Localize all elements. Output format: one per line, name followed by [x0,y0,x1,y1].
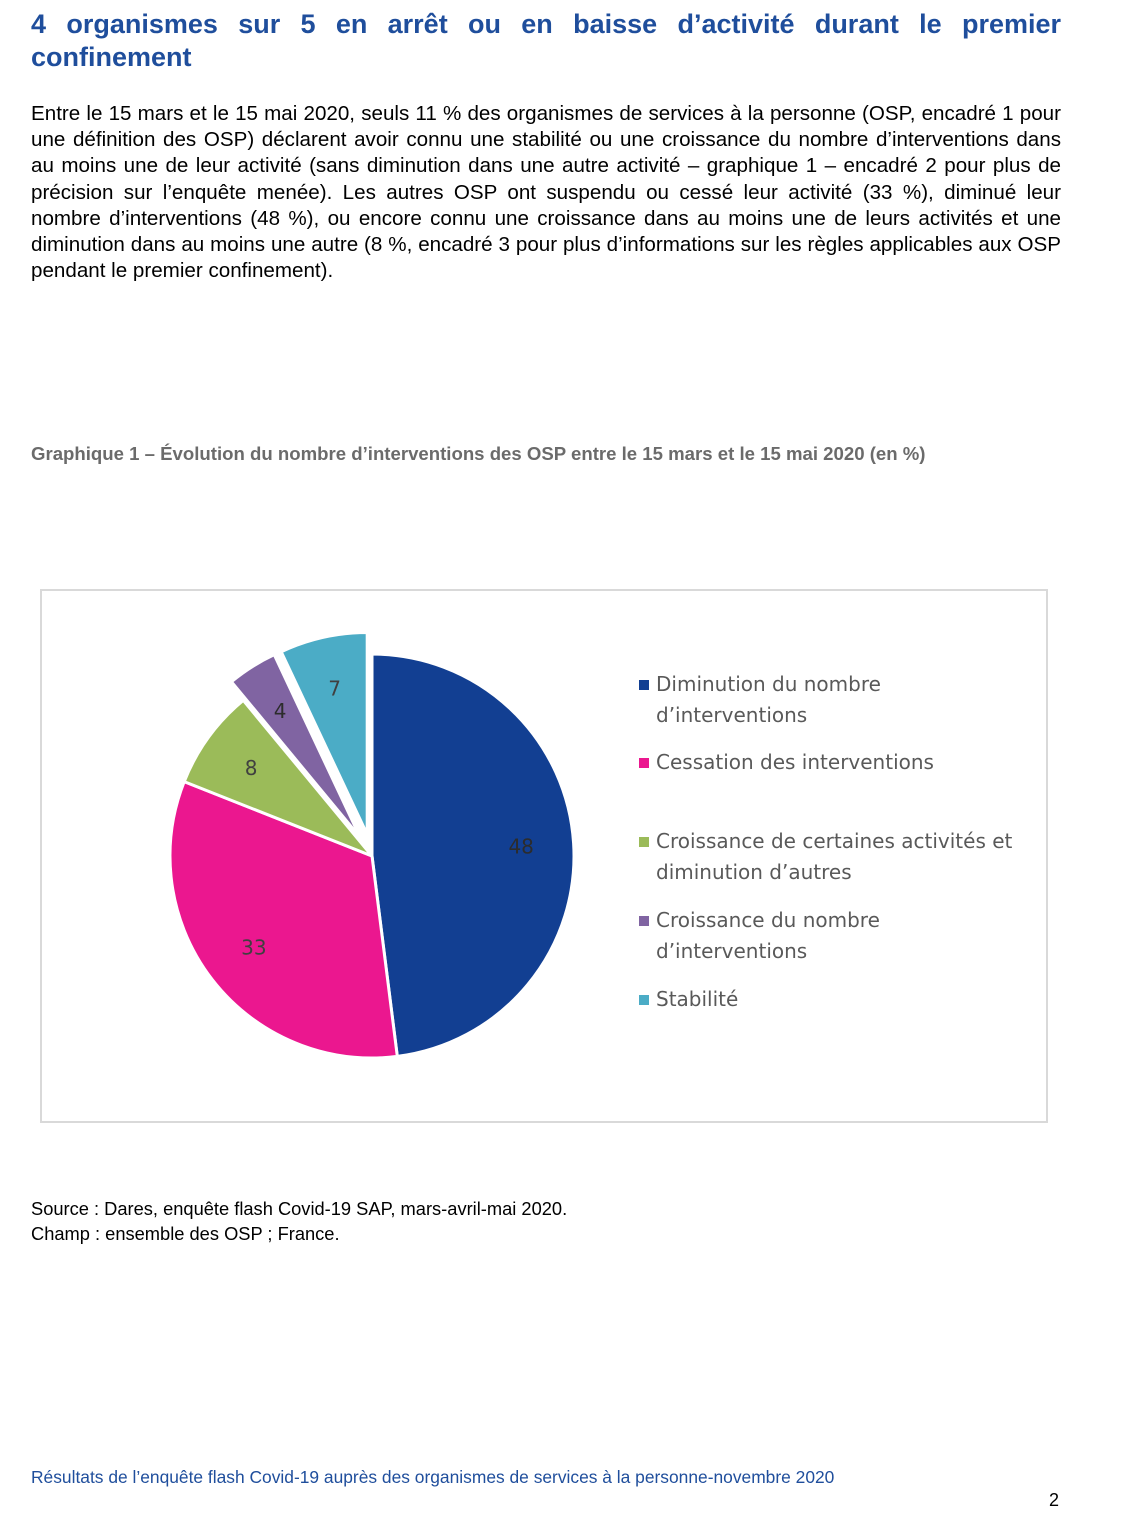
intro-paragraph: Entre le 15 mars et le 15 mai 2020, seuls 11 % des organismes de services à la personne (OSP, encadré 1 pour une définition des OSP) déclarent avoir connu une stabilité ou une croissance du nombre d’interventions dans au moins une de leur activité (sans diminution dans une autre activité – graphique 1 – encadré 2 pour plus de précision sur l’enquête menée). Les autres OSP ont suspendu ou cessé leur activité (33 %), diminué leur nombre d’interventions (48 %), ou encore connu une croissance dans au moins une de leurs activités et une diminution dans au moins une autre (8 %, encadré 3 pour plus d’informations sur les règles applicables aux OSP pendant le premier confinement). [31,102,1061,283]
page-number: 2 [1049,1490,1060,1510]
pie-data-label-cessation: 33 [241,935,267,960]
legend-label: Cessation des interventions [656,750,934,774]
pie-slice-diminution [372,654,574,1056]
pie-data-label-stabilite: 7 [328,676,341,701]
legend-swatch [639,680,649,690]
legend-swatch [639,916,649,926]
pie-chart-frame [40,589,1048,1123]
legend-swatch [639,837,649,847]
scope-note: Champ : ensemble des OSP ; France. [31,1223,340,1244]
pie-data-label-croissance: 4 [273,699,287,724]
section-heading: 4 organismes sur 5 en arrêt ou en baisse d’activité durant le premier confinement [31,9,1061,72]
source-notes [31,1196,567,1246]
pie-data-label-diminution: 48 [508,834,534,859]
legend-label: Diminution du nombre d’interventions [656,672,881,727]
legend-label: Stabilité [656,987,739,1011]
legend-swatch [639,995,649,1005]
pie-data-label-croissance-diminution: 8 [244,756,258,781]
legend-label: Croissance du nombre d’interventions [656,908,880,963]
source-note: Source : Dares, enquête flash Covid-19 SAP, mars-avril-mai 2020. [31,1198,568,1219]
legend-label: Croissance de certaines activités et diminution d’autres [656,829,1013,884]
figure-caption: Graphique 1 – Évolution du nombre d’interventions des OSP entre le 15 mars et le 15 mai 2020 (en %) [31,443,926,464]
legend-swatch [639,758,649,768]
page-footer: Résultats de l’enquête flash Covid-19 auprès des organismes de services à la personne-novembre 2020 [31,1467,835,1487]
